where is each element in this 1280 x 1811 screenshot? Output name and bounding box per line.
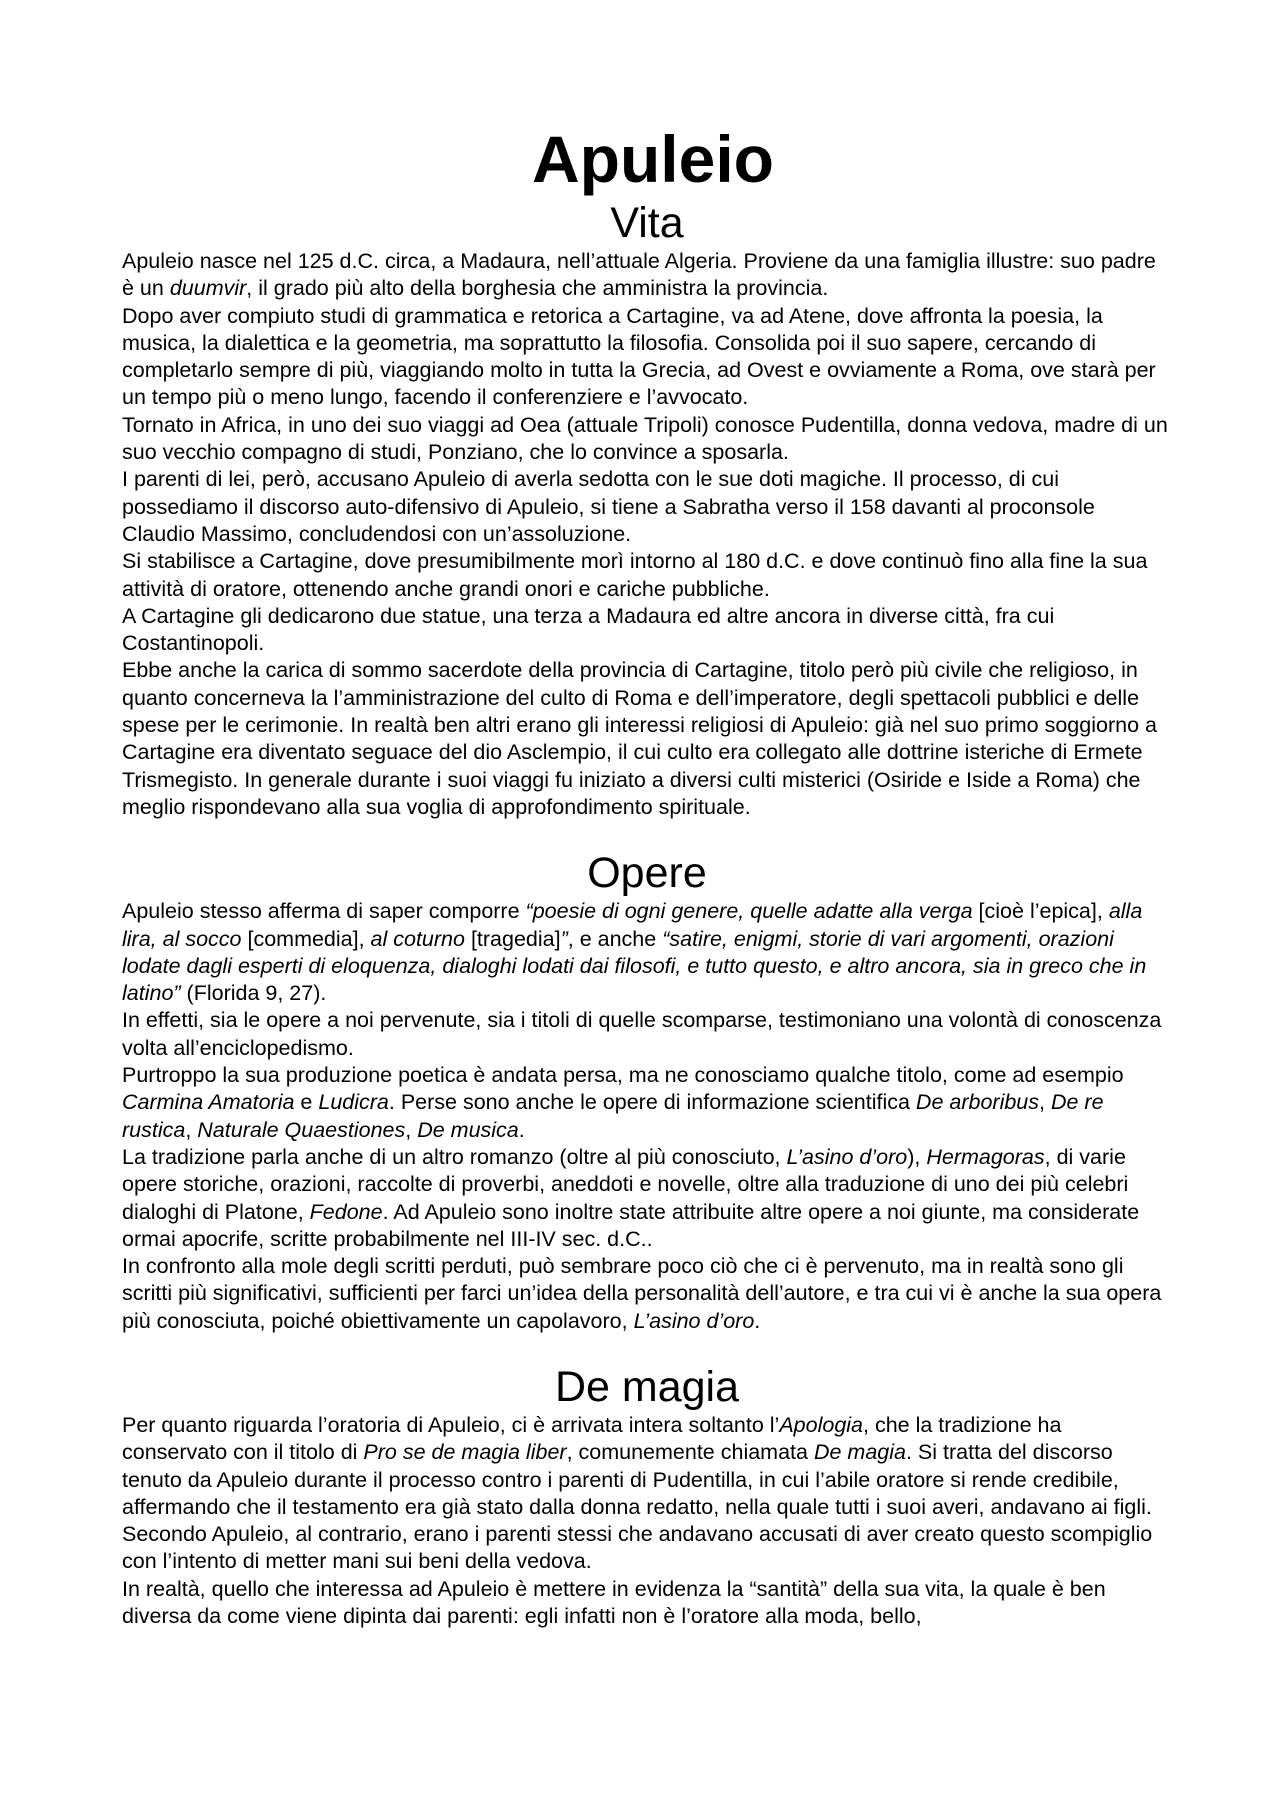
italic-text: De musica (417, 1117, 519, 1142)
paragraph (122, 303, 1172, 412)
paragraph (122, 1007, 1172, 1062)
text-run: , (185, 1117, 198, 1142)
italic-text: L’asino d’oro (633, 1308, 755, 1333)
text-run: Tornato in Africa, in uno dei suo viaggi ad Oea (attuale Tripoli) conosce Pudentilla, donna vedova, madre di un suo vecchio compagno di studi, Ponziano, che lo convince a sposarla. (122, 412, 1168, 465)
text-run: . Si tratta del discorso tenuto da Apuleio durante il processo contro i parenti di Pudentilla, in cui l’abile oratore si rende credibile, affermando che il testamento era già stato dalla donna redatto, nella quale tutti i suoi averi, andavano ai figli. Secondo Apuleio, al contrario, erano i parenti stessi che andavano accusati di aver creato questo scompiglio con l’intento di metter mani sui beni della vedova. (122, 1440, 1153, 1574)
text-run: . (518, 1117, 525, 1142)
paragraph (122, 898, 1172, 1007)
section-de-magia (122, 1362, 1172, 1630)
text-run: ), (907, 1144, 927, 1169)
section-spacer (122, 1335, 1172, 1362)
text-run: (Florida 9, 27). (180, 981, 327, 1006)
text-run: Apuleio stesso afferma di saper comporre (122, 899, 526, 924)
paragraph (122, 1062, 1172, 1144)
text-run: Apuleio nasce nel 125 d.C. circa, a Madaura, nell’attuale Algeria. Proviene da una famiglia illustre: suo padre è un (122, 249, 1156, 301)
section-body-opere (122, 898, 1172, 1335)
paragraph (122, 1576, 1172, 1631)
italic-text: De arboribus (915, 1090, 1040, 1115)
section-heading-vita: Vita (610, 199, 684, 247)
italic-text: duumvir (169, 276, 247, 301)
text-run: . Ad Apuleio sono inoltre state attribuite altre opere a noi giunte, ma considerate ormai apocrife, scritte probabilmente nel III-IV sec. d.C.. (122, 1199, 1140, 1251)
text-run: [commedia], (241, 926, 371, 951)
text-run: , (405, 1117, 418, 1142)
text-run: Si stabilisce a Cartagine, dove presumibilmente morì intorno al 180 d.C. e dove continuò fino alla fine la sua attività di oratore, ottenendo anche grandi onori e cariche pubbliche. (122, 549, 1148, 601)
paragraph (122, 603, 1172, 658)
paragraph (122, 1253, 1172, 1335)
paragraph (122, 1144, 1172, 1253)
section-vita (122, 198, 1172, 821)
text-run: , e anche (567, 926, 663, 951)
text-run: . Perse sono anche le opere di informazione scientifica (388, 1090, 916, 1115)
paragraph (122, 548, 1172, 603)
italic-text: “poesie di ogni genere, quelle adatte alla verga (525, 899, 973, 924)
text-run: In effetti, sia le opere a noi pervenute, sia i titoli di quelle scomparse, testimoniano una volontà di conoscenza volta all’enciclopedismo. (122, 1008, 1162, 1060)
paragraph (122, 466, 1172, 548)
paragraph (122, 1412, 1172, 1576)
italic-text: Naturale Quaestiones (197, 1117, 406, 1142)
italic-text: Carmina Amatoria (122, 1090, 295, 1115)
text-run: I parenti di lei, però, accusano Apuleio di averla sedotta con le sue doti magiche. Il processo, di cui possediamo il discorso auto-difensivo di Apuleio, si tiene a Sabratha verso il 158 davanti al proconsole Claudio Massimo, concludendosi con un’assoluzione. (122, 467, 1095, 546)
text-run: In confronto alla mole degli scritti perduti, può sembrare poco ciò che ci è pervenuto, ma in realtà sono gli scritti più significativi, sufficienti per farci un’idea della personalità dell’autore, e tra cui vi è anche la sua opera più conosciuta, poiché obiettivamente un capolavoro, (122, 1254, 1162, 1333)
italic-text: Fedone (309, 1199, 383, 1224)
italic-text: ” (560, 926, 568, 951)
text-run: In realtà, quello che interessa ad Apuleio è mettere in evidenza la “santità” della sua vita, la quale è ben diversa da come viene dipinta dai parenti: egli infatti non è l’oratore alla moda, bello, (122, 1576, 1106, 1629)
paragraph (122, 248, 1172, 303)
document-title: Apuleio (532, 122, 774, 196)
italic-text: Ludicra (318, 1090, 389, 1115)
text-run: , che la tradizione ha conservato con il titolo di (122, 1412, 1062, 1465)
paragraph (122, 412, 1172, 467)
italic-text: L’asino d’oro (786, 1144, 908, 1169)
italic-text: Pro se de magia liber (363, 1440, 567, 1465)
text-run: , di varie opere storiche, orazioni, raccolte di proverbi, aneddoti e novelle, oltre alla traduzione di uno dei più celebri dialoghi di Platone, (122, 1144, 1129, 1224)
text-run: La tradizione parla anche di un altro romanzo (oltre al più conosciuto, (122, 1144, 787, 1169)
paragraph (122, 657, 1172, 821)
text-run: [cioè l’epica], (972, 899, 1109, 924)
section-opere (122, 848, 1172, 1335)
section-body-vita (122, 248, 1172, 821)
text-run: [tragedia] (464, 926, 561, 951)
italic-text: alla lira, al socco (122, 899, 1143, 951)
italic-text: “satire, enigmi, storie di vari argomenti, orazioni lodate dagli esperti di eloquenza, dialoghi lodati dai filosofi, e tutto questo, e altro ancora, sia in greco che in latino” (122, 926, 1147, 1006)
text-run: , il grado più alto della borghesia che amministra la provincia. (246, 276, 829, 301)
italic-text: Hermagoras (926, 1144, 1045, 1169)
section-heading-de-magia: De magia (554, 1362, 740, 1411)
text-run: A Cartagine gli dedicarono due statue, una terza a Madaura ed altre ancora in diverse città, fra cui Costantinopoli. (122, 603, 1055, 656)
text-run: Per quanto riguarda l’oratoria di Apuleio, ci è arrivata intera soltanto l’ (122, 1412, 780, 1437)
text-run: Ebbe anche la carica di sommo sacerdote della provincia di Cartagine, titolo però più civile che religioso, in quanto concerneva la l’amministrazione del culto di Roma e dell’imperatore, degli spettacoli pubblici e delle spese per le cerimonie. In realtà ben altri erano gli interessi religiosi di Apuleio: già nel suo primo soggiorno a Cartagine era diventato seguace del dio Asclempio, il cui culto era collegato alle dottrine isteriche di Ermete Trismegisto. In generale durante i suoi viaggi fu iniziato a diversi culti misterici (Osiride e Iside a Roma) che meglio rispondevano alla sua voglia di approfondimento spirituale. (122, 658, 1157, 819)
text-run: e (294, 1090, 319, 1115)
text-run: Dopo aver compiuto studi di grammatica e retorica a Cartagine, va ad Atene, dove affronta la poesia, la musica, la dialettica e la geometria, ma soprattutto la filosofia. Consolida poi il suo sapere, cercando di completarlo sempre di più, viaggiando molto in tutta la Grecia, ad Ovest e ovviamente a Roma, ove starà per un tempo più o meno lungo, facendo il conferenziere e l’avvocato. (122, 303, 1156, 410)
section-heading-opere: Opere (587, 849, 707, 898)
document-page (122, 120, 1172, 1630)
italic-text: De magia (813, 1440, 906, 1465)
text-run: Purtroppo la sua produzione poetica è andata persa, ma ne conosciamo qualche titolo, come ad esempio (122, 1063, 1124, 1088)
italic-text: De re rustica (122, 1090, 1104, 1142)
section-spacer (122, 821, 1172, 848)
italic-text: Apologia (779, 1412, 864, 1437)
section-body-de-magia (122, 1412, 1172, 1630)
text-run: . (754, 1308, 761, 1333)
italic-text: al coturno (370, 926, 465, 951)
text-run: , (1039, 1090, 1051, 1115)
text-run: , comunemente chiamata (566, 1440, 814, 1465)
